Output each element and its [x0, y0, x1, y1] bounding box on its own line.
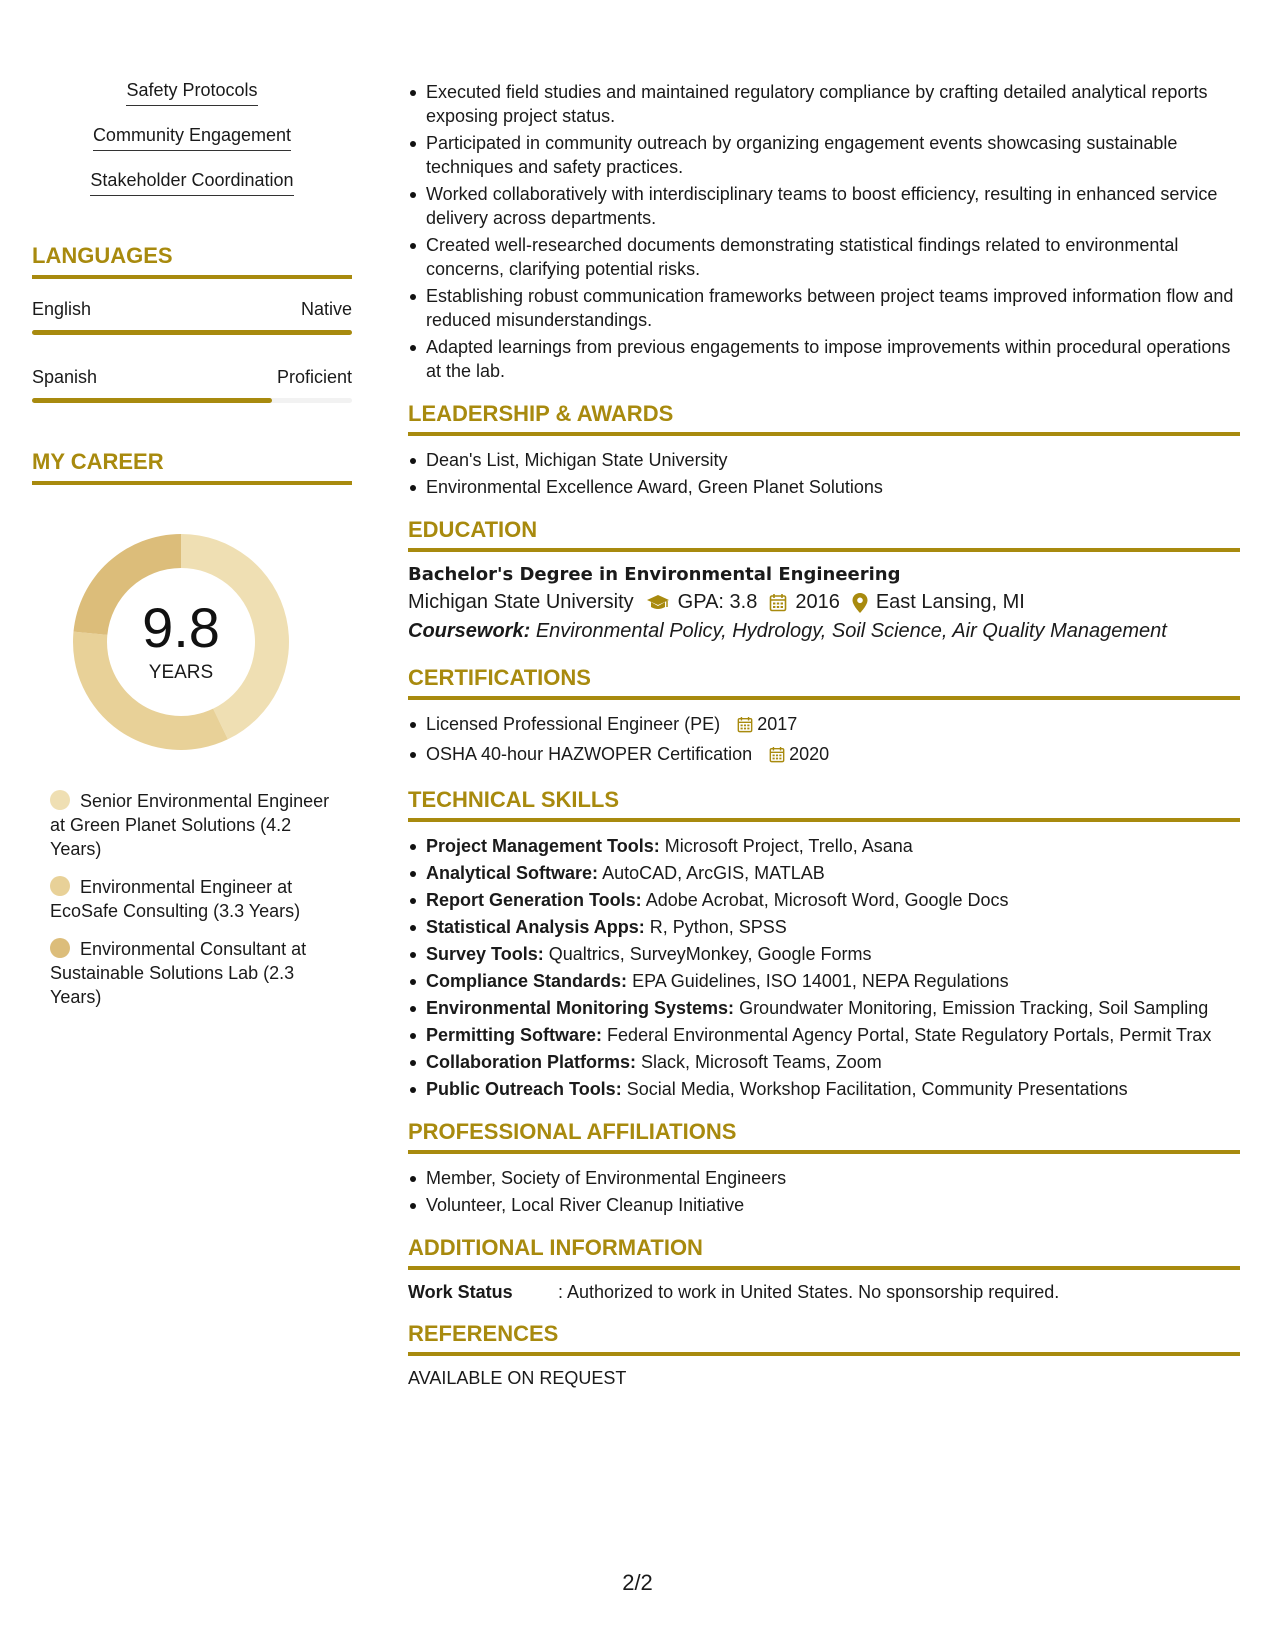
technical-skill-value: Qualtrics, SurveyMonkey, Google Forms [548, 944, 872, 964]
awards-list [408, 448, 1240, 499]
career-legend-item [50, 937, 340, 1009]
technical-skills-list [408, 834, 1240, 1101]
technical-skill-value: Groundwater Monitoring, Emission Tracking, Soil Sampling [739, 998, 1209, 1018]
education-school: Michigan State University [408, 591, 634, 613]
calendar-icon [737, 715, 753, 739]
affiliations-list [408, 1166, 1240, 1217]
education-year: 2016 [795, 591, 840, 613]
main-column [408, 80, 1240, 1389]
references-text: AVAILABLE ON REQUEST [408, 1368, 627, 1388]
language-name: Spanish [32, 367, 98, 387]
technical-skill-label: Report Generation Tools: [426, 890, 642, 910]
experience-bullet: Worked collaboratively with interdisciplinary teams to boost efficiency, resulting in enhanced service delivery across departments. [408, 182, 1240, 230]
technical-skill-label: Environmental Monitoring Systems: [426, 998, 735, 1018]
technical-skill-label: Survey Tools: [426, 944, 544, 964]
career-total-value: 9.8 [142, 596, 220, 659]
career-heading: MY CAREER [32, 449, 352, 485]
technical-skill-value: Microsoft Project, Trello, Asana [664, 836, 913, 856]
affiliation-item: Volunteer, Local River Cleanup Initiative [408, 1193, 1240, 1217]
technical-skill-value: Social Media, Workshop Facilitation, Community Presentations [626, 1079, 1128, 1099]
certifications-list [408, 712, 1240, 769]
skill-item: Safety Protocols [126, 80, 257, 106]
work-status-row [408, 1282, 1240, 1303]
language-item [32, 367, 352, 403]
technical-skill-item [408, 1077, 1240, 1101]
references-heading: REFERENCES [408, 1321, 1240, 1356]
graduation-cap-icon [646, 594, 670, 612]
language-level-fill [32, 398, 272, 403]
career-legend-label: Senior Environmental Engineer at Green Planet Solutions (4.2 Years) [50, 791, 330, 859]
language-level: Native [300, 299, 352, 319]
technical-skill-value: R, Python, SPSS [649, 917, 787, 937]
calendar-icon [769, 593, 787, 612]
experience-bullet: Executed field studies and maintained regulatory compliance by crafting detailed analytical reports exposing project status. [408, 80, 1240, 128]
technical-skill-item [408, 915, 1240, 939]
technical-skill-label: Public Outreach Tools: [426, 1079, 622, 1099]
education-gpa: GPA: 3.8 [677, 591, 758, 613]
career-donut-chart [66, 527, 296, 757]
certification-item [408, 712, 1240, 739]
language-level: Proficient [276, 367, 352, 387]
technical-skill-label: Analytical Software: [426, 863, 599, 883]
technical-skill-item [408, 861, 1240, 885]
technical-skill-value: Slack, Microsoft Teams, Zoom [641, 1052, 882, 1072]
page-number: 2/2 [622, 1570, 653, 1595]
certification-item [408, 742, 1240, 769]
certifications-heading: CERTIFICATIONS [408, 665, 1240, 700]
work-status-value: : Authorized to work in United States. No sponsorship required. [558, 1282, 1060, 1302]
experience-bullet: Establishing robust communication frameworks between project teams improved information flow and reduced misunderstandings. [408, 284, 1240, 332]
affiliations-heading: PROFESSIONAL AFFILIATIONS [408, 1119, 1240, 1154]
languages-list [32, 299, 352, 403]
skills-list [32, 80, 352, 215]
skill-item: Community Engagement [93, 125, 291, 151]
technical-skill-item [408, 834, 1240, 858]
career-legend [50, 789, 340, 1009]
technical-skill-item [408, 888, 1240, 912]
career-legend-item [50, 875, 340, 923]
career-legend-item [50, 789, 340, 861]
technical-skill-item [408, 969, 1240, 993]
technical-skill-value: Federal Environmental Agency Portal, State Regulatory Portals, Permit Trax [607, 1025, 1212, 1045]
award-item: Environmental Excellence Award, Green Planet Solutions [408, 475, 1240, 499]
experience-bullet: Adapted learnings from previous engagements to impose improvements within procedural operations at the lab. [408, 335, 1240, 383]
career-legend-label: Environmental Engineer at EcoSafe Consulting (3.3 Years) [50, 877, 301, 921]
technical-skill-label: Compliance Standards: [426, 971, 628, 991]
technical-skill-item [408, 1050, 1240, 1074]
technical-skill-item [408, 942, 1240, 966]
technical-skill-value: AutoCAD, ArcGIS, MATLAB [602, 863, 825, 883]
language-level-fill [32, 330, 352, 335]
language-level-bar [32, 330, 352, 335]
education-heading: EDUCATION [408, 517, 1240, 552]
coursework-value: Environmental Policy, Hydrology, Soil Science, Air Quality Management [535, 620, 1167, 642]
legend-dot-icon [50, 790, 70, 810]
coursework-label: Coursework: [408, 620, 531, 642]
experience-bullet: Participated in community outreach by organizing engagement events showcasing sustainable techniques and safety practices. [408, 131, 1240, 179]
calendar-icon [769, 745, 785, 769]
language-name: English [32, 299, 92, 319]
experience-bullets [408, 80, 1240, 383]
certification-year: 2020 [789, 744, 830, 764]
additional-info-heading: ADDITIONAL INFORMATION [408, 1235, 1240, 1270]
affiliation-item: Member, Society of Environmental Engineers [408, 1166, 1240, 1190]
work-status-label: Work Status [408, 1282, 513, 1302]
legend-dot-icon [50, 876, 70, 896]
technical-skill-label: Collaboration Platforms: [426, 1052, 637, 1072]
language-level-bar [32, 398, 352, 403]
languages-heading: LANGUAGES [32, 243, 352, 279]
career-legend-label: Environmental Consultant at Sustainable Solutions Lab (2.3 Years) [50, 939, 307, 1007]
education-degree: Bachelor's Degree in Environmental Engineering [408, 564, 901, 585]
awards-heading: LEADERSHIP & AWARDS [408, 401, 1240, 436]
technical-skill-value: EPA Guidelines, ISO 14001, NEPA Regulations [632, 971, 1009, 991]
technical-skill-item [408, 996, 1240, 1020]
career-total-unit: YEARS [148, 662, 214, 683]
skill-item: Stakeholder Coordination [90, 170, 293, 196]
award-item: Dean's List, Michigan State University [408, 448, 1240, 472]
technical-skill-label: Permitting Software: [426, 1025, 603, 1045]
technical-skill-label: Project Management Tools: [426, 836, 660, 856]
technical-skill-label: Statistical Analysis Apps: [426, 917, 645, 937]
language-item [32, 299, 352, 335]
technical-skill-item [408, 1023, 1240, 1047]
certification-name: OSHA 40-hour HAZWOPER Certification [426, 744, 753, 764]
education-location: East Lansing, MI [875, 591, 1025, 613]
left-sidebar [32, 80, 352, 1023]
education-details [408, 591, 1240, 614]
technical-skills-heading: TECHNICAL SKILLS [408, 787, 1240, 822]
certification-name: Licensed Professional Engineer (PE) [426, 714, 721, 734]
certification-year: 2017 [757, 714, 798, 734]
legend-dot-icon [50, 938, 70, 958]
experience-bullet: Created well-researched documents demonstrating statistical findings related to environmental concerns, clarifying potential risks. [408, 233, 1240, 281]
location-pin-icon [852, 593, 868, 613]
technical-skill-value: Adobe Acrobat, Microsoft Word, Google Docs [645, 890, 1009, 910]
education-coursework [408, 620, 1240, 643]
